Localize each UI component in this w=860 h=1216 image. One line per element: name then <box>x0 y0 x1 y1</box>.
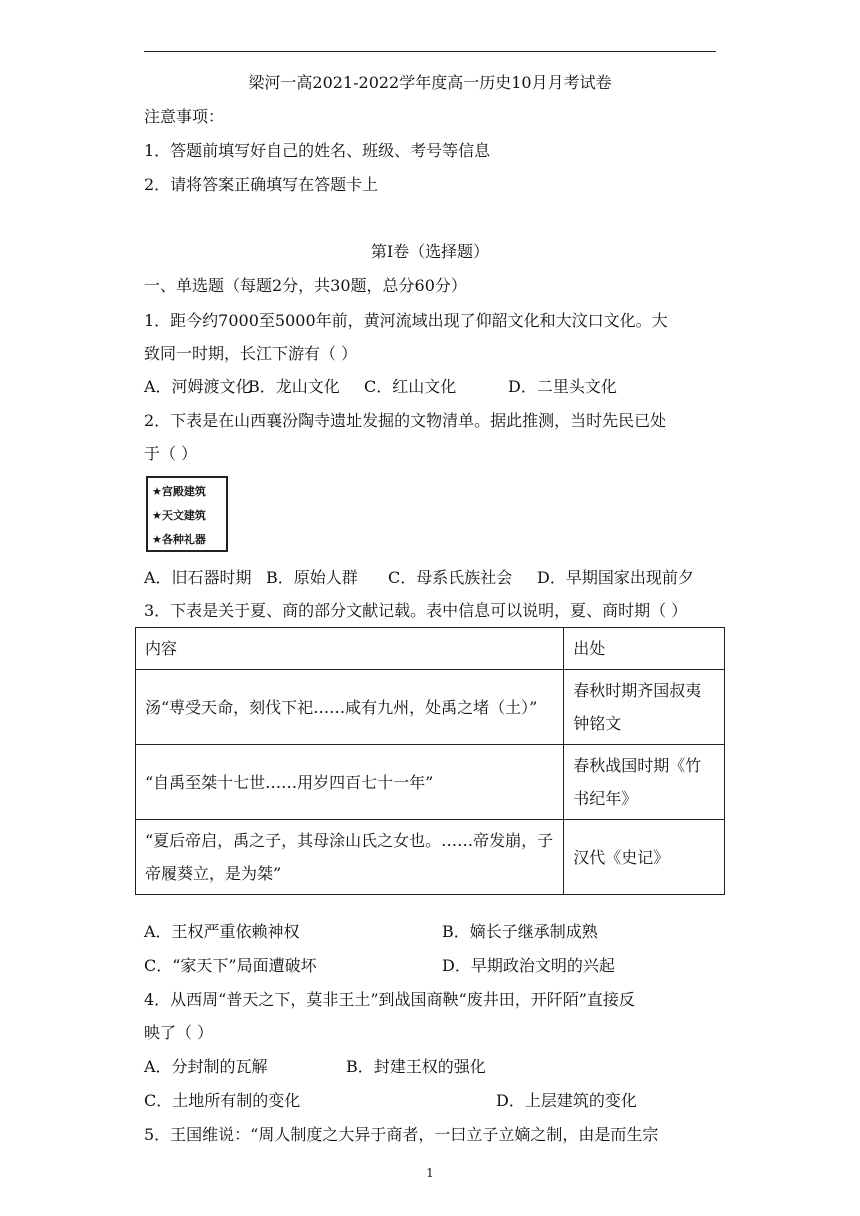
table-cell-content: 汤“尃受天命，刻伐下祀……咸有九州，处禹之堵（土）” <box>136 670 564 745</box>
question-1-option-a: A．河姆渡文化 <box>144 377 252 396</box>
question-4-stem-line-1: 4．从西周“普天之下，莫非王土”到战国商鞅“废井田，开阡陌”直接反 <box>144 990 635 1009</box>
source-table <box>135 627 725 895</box>
question-4-stem-line-2: 映了（ ） <box>144 1023 214 1042</box>
question-3-option-c: C．“家天下”局面遭破坏 <box>144 956 317 975</box>
relic-list-box <box>146 476 228 552</box>
table-cell-source: 春秋战国时期《竹书纪年》 <box>564 745 725 820</box>
question-2-option-a: A．旧石器时期 <box>144 568 252 587</box>
question-3-option-a: A．王权严重依赖神权 <box>144 922 300 941</box>
question-4-option-b: B．封建王权的强化 <box>346 1057 486 1076</box>
question-3-option-b: B．嫡长子继承制成熟 <box>442 922 598 941</box>
question-1-option-b: B．龙山文化 <box>248 377 340 396</box>
section-heading: 一、单选题（每题2分，共30题，总分60分） <box>144 276 467 295</box>
notice-item-2: 2．请将答案正确填写在答题卡上 <box>144 175 379 194</box>
notice-item-1: 1．答题前填写好自己的姓名、班级、考号等信息 <box>144 141 491 160</box>
question-3-option-d: D．早期政治文明的兴起 <box>442 956 615 975</box>
question-2-option-c: C．母系氏族社会 <box>388 568 513 587</box>
question-1-option-c: C．红山文化 <box>364 377 457 396</box>
question-1-option-d: D．二里头文化 <box>508 377 617 396</box>
question-3-stem: 3．下表是关于夏、商的部分文献记载。表中信息可以说明，夏、商时期（ ） <box>144 601 688 620</box>
question-2-stem-line-2: 于（ ） <box>144 444 198 463</box>
question-4-option-d: D．上层建筑的变化 <box>496 1091 637 1110</box>
part-title: 第I卷（选择题） <box>370 242 490 261</box>
question-4-option-a: A．分封制的瓦解 <box>144 1057 268 1076</box>
page-number: 1 <box>426 1166 434 1180</box>
table-cell-content: “夏后帝启，禹之子，其母涂山氏之女也。……帝发崩，子帝履葵立，是为桀” <box>136 820 564 895</box>
table-row <box>136 670 725 745</box>
table-row <box>136 745 725 820</box>
relic-item: ★天文建筑 <box>152 509 206 522</box>
header-rule <box>144 51 716 52</box>
notice-heading: 注意事项： <box>144 107 225 126</box>
question-4-option-c: C．土地所有制的变化 <box>144 1091 301 1110</box>
table-header-source: 出处 <box>564 628 725 670</box>
table-header-row <box>136 628 725 670</box>
question-1-stem-line-2: 致同一时期，长江下游有（ ） <box>144 344 358 363</box>
exam-title: 梁河一高2021-2022学年度高一历史10月月考试卷 <box>248 73 612 92</box>
relic-item: ★各种礼器 <box>152 533 206 546</box>
table-cell-source: 春秋时期齐国叔夷钟铭文 <box>564 670 725 745</box>
table-row <box>136 820 725 895</box>
question-5-stem-line-1: 5．王国维说：“周人制度之大异于商者，一曰立子立嫡之制，由是而生宗 <box>144 1125 659 1144</box>
table-cell-source: 汉代《史记》 <box>564 820 725 895</box>
question-2-stem-line-1: 2．下表是在山西襄汾陶寺遗址发掘的文物清单。据此推测，当时先民已处 <box>144 411 667 430</box>
question-2-option-b: B．原始人群 <box>266 568 358 587</box>
table-header-content: 内容 <box>136 628 564 670</box>
question-1-stem-line-1: 1．距今约7000至5000年前，黄河流域出现了仰韶文化和大汶口文化。大 <box>144 311 668 330</box>
question-2-option-d: D．早期国家出现前夕 <box>537 568 694 587</box>
relic-item: ★宫殿建筑 <box>152 485 206 498</box>
table-cell-content: “自禹至桀十七世……用岁四百七十一年” <box>136 745 564 820</box>
